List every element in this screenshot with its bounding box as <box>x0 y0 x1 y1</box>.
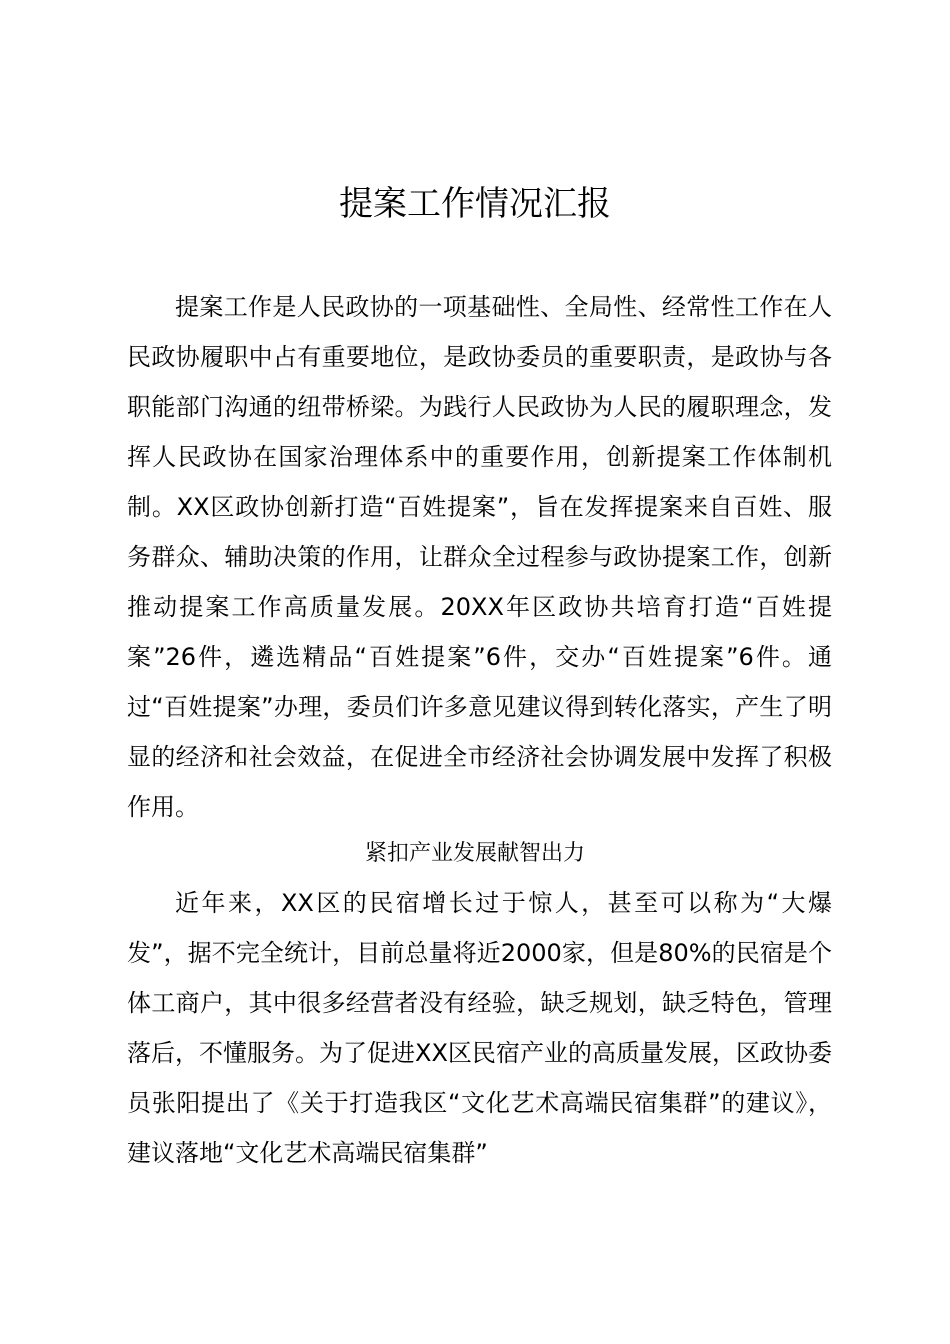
intro-paragraph: 提案工作是人民政协的一项基础性、全局性、经常性工作在人民政协履职中占有重要地位，是政协委员的重要职责，是政协与各职能部门沟通的纽带桥梁。为践行人民政协为人民的履职理念，发挥人民政协在国家治理体系中的重要作用，创新提案工作体制机制。XX区政协创新打造“百姓提案”，旨在发挥提案来自百姓、服务群众、辅助决策的作用，让群众全过程参与政协提案工作，创新推动提案工作高质量发展。20XX年区政协共培育打造“百姓提案”26件，遴选精品“百姓提案”6件，交办“百姓提案”6件。通过“百姓提案”办理，委员们许多意见建议得到转化落实，产生了明显的经济和社会效益，在促进全市经济社会协调发展中发挥了积极作用。 <box>127 293 832 821</box>
section-paragraph: 近年来，XX区的民宿增长过于惊人，甚至可以称为“大爆发”，据不完全统计，目前总量将近2000家，但是80%的民宿是个体工商户，其中很多经营者没有经验，缺乏规划，缺乏特色，管理落后，不懂服务。为了促进XX区民宿产业的高质量发展，区政协委员张阳提出了《关于打造我区“文化艺术高端民宿集群”的建议》，建议落地“文化艺术高端民宿集群” <box>127 889 832 1167</box>
section-heading: 紧扣产业发展献智出力 <box>364 841 585 866</box>
document-title: 提案工作情况汇报 <box>339 184 611 224</box>
